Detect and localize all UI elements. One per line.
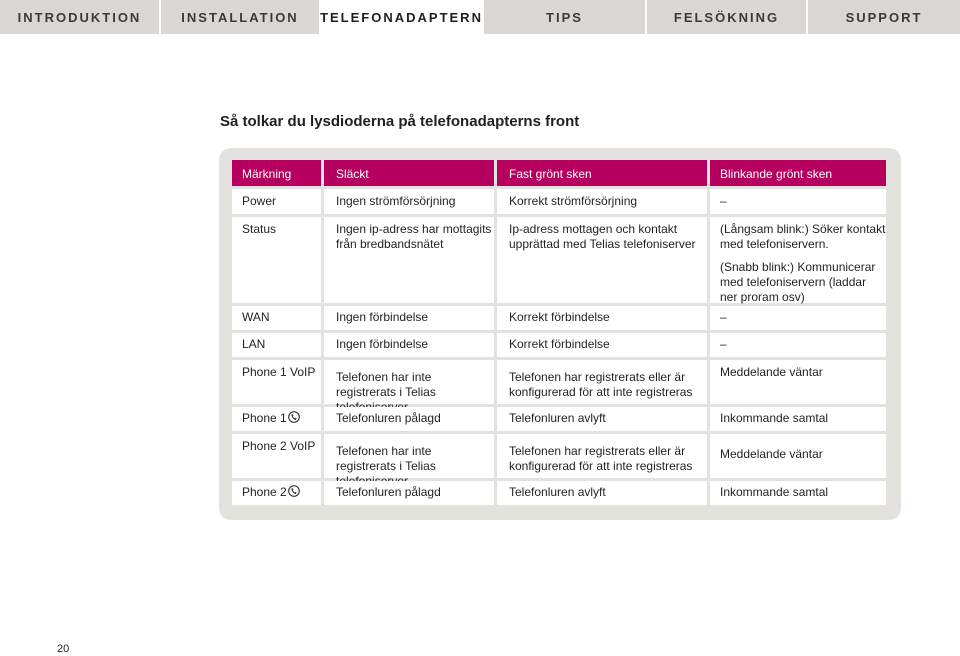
tab-felsokning[interactable]: FELSÖKNING: [647, 0, 806, 34]
row-label: Phone 1 VoIP: [232, 360, 321, 404]
row-label: Power: [232, 189, 321, 214]
table-row: [232, 407, 889, 431]
header-cell-solid-green: Fast grönt sken: [497, 160, 707, 186]
table-cell: Korrekt förbindelse: [497, 306, 707, 330]
table-row: [232, 360, 889, 404]
table-cell: Inkommande samtal: [710, 481, 886, 505]
tab-telefonadaptern[interactable]: TELEFONADAPTERN: [321, 0, 482, 34]
table-cell: [710, 217, 886, 303]
page-number: 20: [57, 643, 70, 655]
table-cell: Ingen förbindelse: [324, 333, 494, 357]
table-cell: Telefonen har registrerats eller är konfigurerad för att inte registreras: [497, 434, 707, 478]
table-row: [232, 306, 889, 330]
table-row: [232, 333, 889, 357]
led-table: [232, 160, 889, 508]
top-navigation: [0, 0, 960, 34]
row-label-text: Phone 1: [242, 411, 287, 425]
table-cell: Telefonluren avlyft: [497, 481, 707, 505]
table-cell: Ingen förbindelse: [324, 306, 494, 330]
row-label: Phone 2 VoIP: [232, 434, 321, 478]
slow-blink-text: (Långsam blink:) Söker kontakt med telefoniservern.: [720, 222, 886, 251]
table-cell: Inkommande samtal: [710, 407, 886, 431]
table-cell: Telefonen har inte registrerats i Telias: [324, 360, 494, 404]
table-row: [232, 481, 889, 505]
row-label: [232, 481, 321, 505]
table-cell: Telefonluren pålagd: [324, 481, 494, 505]
table-cell: Telefonluren avlyft: [497, 407, 707, 431]
table-row: [232, 217, 889, 303]
table-header-row: [232, 160, 889, 186]
tab-support[interactable]: SUPPORT: [808, 0, 960, 34]
tab-installation[interactable]: INSTALLATION: [161, 0, 319, 34]
table-cell: –: [710, 333, 886, 357]
tab-introduktion[interactable]: INTRODUKTION: [0, 0, 159, 34]
page-title: Så tolkar du lysdioderna på telefonadapterns front: [220, 113, 580, 130]
table-row: [232, 189, 889, 214]
phone-handset-icon: [288, 485, 300, 497]
header-cell-off: Släckt: [324, 160, 494, 186]
header-cell-blinking-green: Blinkande grönt sken: [710, 160, 886, 186]
table-cell: Ingen ip-adress har mottagits från bredbandsnätet: [324, 217, 494, 303]
table-cell: Telefonluren pålagd: [324, 407, 494, 431]
row-label: [232, 407, 321, 431]
table-cell: –: [710, 189, 886, 214]
table-cell: –: [710, 306, 886, 330]
table-cell: Ingen strömförsörjning: [324, 189, 494, 214]
row-label: WAN: [232, 306, 321, 330]
phone-handset-icon: [288, 411, 300, 423]
table-cell: Telefonen har registrerats eller är konfigurerad för att inte registreras: [497, 360, 707, 404]
table-cell: Ip-adress mottagen och kontakt upprättad med Telias telefoniserver: [497, 217, 707, 303]
table-cell: Korrekt förbindelse: [497, 333, 707, 357]
row-label: Status: [232, 217, 321, 303]
table-cell: Meddelande väntar: [710, 434, 886, 478]
table-row: [232, 434, 889, 478]
row-label-text: Phone 2: [242, 485, 287, 499]
table-cell: Meddelande väntar: [710, 360, 886, 404]
row-label: LAN: [232, 333, 321, 357]
fast-blink-text: (Snabb blink:) Kommunicerar med telefoniservern (laddar ner proram osv): [720, 260, 876, 304]
header-cell-marking: Märkning: [232, 160, 321, 186]
table-cell: Korrekt strömförsörjning: [497, 189, 707, 214]
tab-tips[interactable]: TIPS: [484, 0, 645, 34]
table-cell: Telefonen har inte registrerats i Telias: [324, 434, 494, 478]
